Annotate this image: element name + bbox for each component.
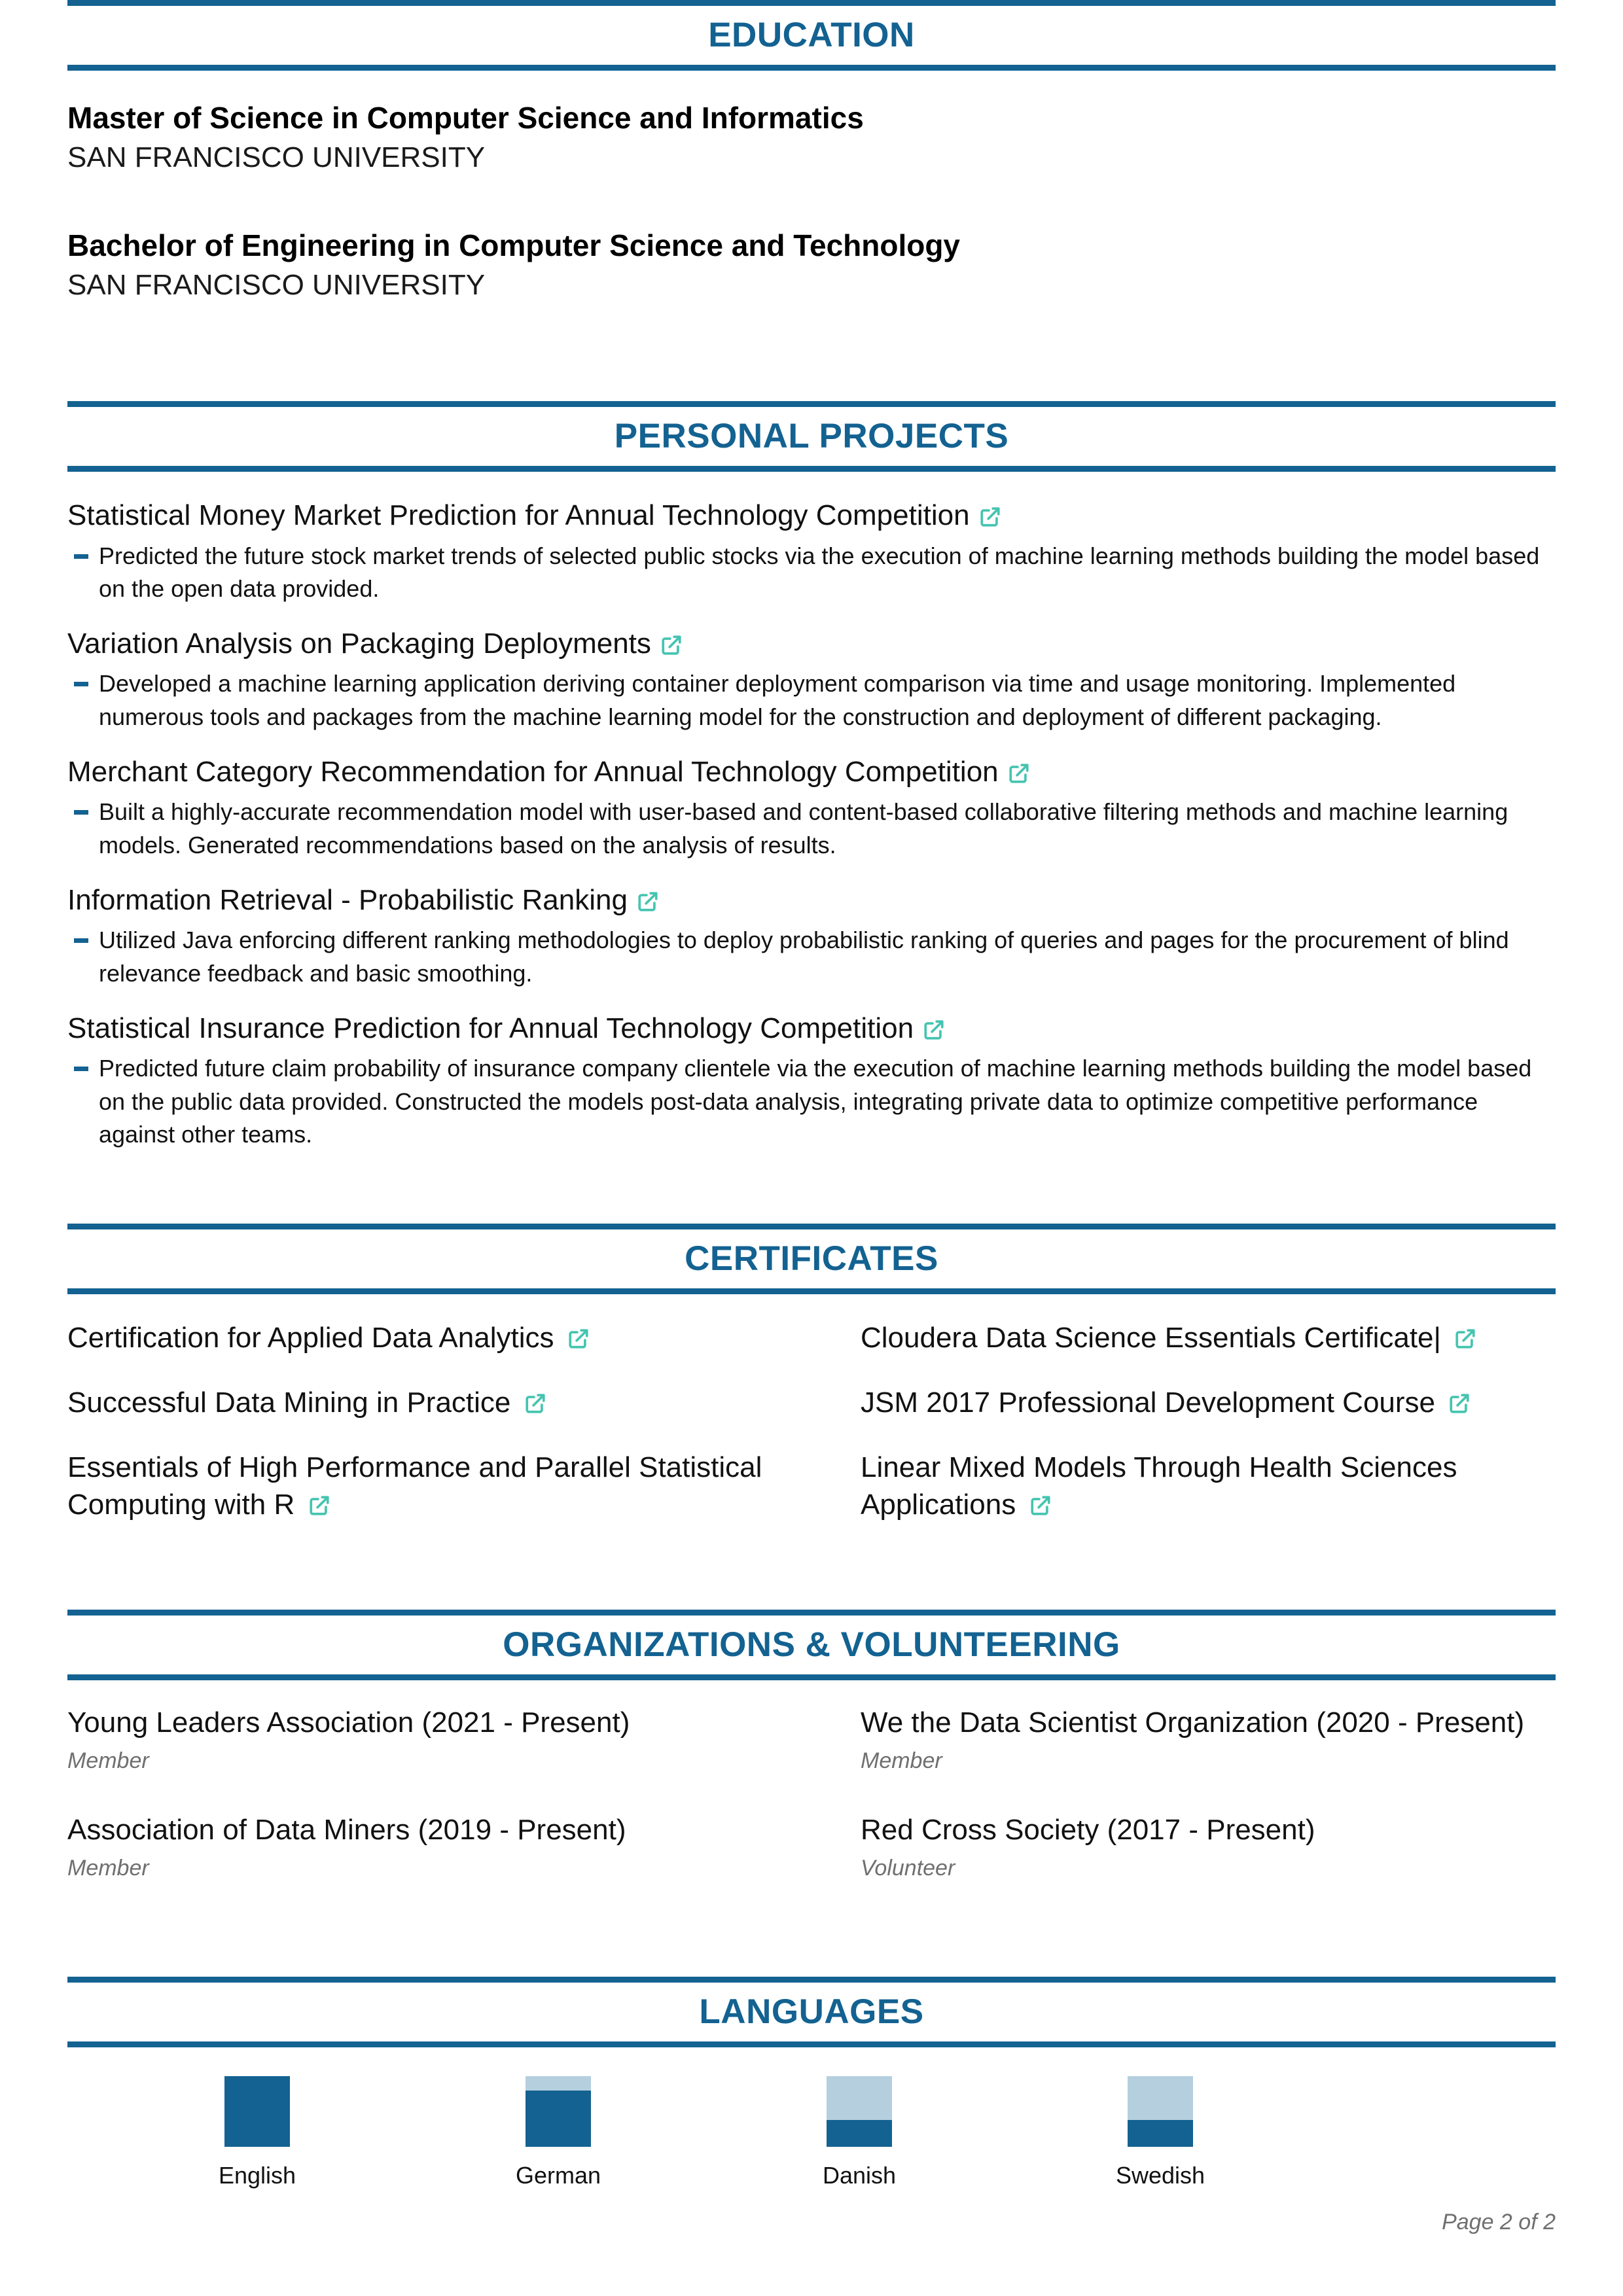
rule-bottom: [67, 2041, 1556, 2047]
certificate-item: [67, 1384, 861, 1421]
section-personal-projects: [67, 401, 1556, 1151]
rule-top: [67, 1224, 1556, 1229]
education-entry: [67, 99, 1556, 176]
rule-top: [67, 1610, 1556, 1616]
organization-role: Volunteer: [861, 1855, 955, 1881]
certificate-name: Certification for Applied Data Analytics: [67, 1321, 554, 1354]
language-item: [1010, 2076, 1311, 2189]
section-header-education: [67, 0, 1556, 71]
section-title-education: EDUCATION: [708, 16, 915, 54]
bullet-text: Predicted the future stock market trends of selected public stocks via the execution of machine learning methods building the model based on the open data provided.: [99, 542, 1540, 602]
bullet-text: Developed a machine learning application deriving container deployment comparison via time and usage monitoring. Implemented numerous tools and packages from the machine learning model for the construction and deployment of different packaging.: [99, 670, 1456, 730]
certificate-name: Essentials of High Performance and Parallel Statistical Computing with R: [67, 1451, 762, 1521]
external-link-icon[interactable]: [567, 1328, 590, 1350]
page-indicator: Page 2 of 2: [1442, 2210, 1556, 2235]
bullet-text: Predicted future claim probability of insurance company clientele via the execution of machine learning methods building the model based on the public data provided. Constructed the models post-data analysis, integrating private data to optimize competitive performance against other teams.: [99, 1055, 1532, 1148]
section-header-organizations: [67, 1610, 1556, 1680]
external-link-icon[interactable]: [1008, 762, 1030, 785]
project-bullets: [67, 540, 1556, 606]
external-link-icon[interactable]: [660, 634, 683, 656]
section-education: [67, 0, 1556, 303]
education-school: SAN FRANCISCO UNIVERSITY: [67, 268, 486, 301]
rule-top: [67, 0, 1556, 6]
language-item: [408, 2076, 709, 2189]
project-title-row: [67, 753, 1556, 790]
section-certificates: [67, 1224, 1556, 1551]
project-title-row: [67, 497, 1556, 534]
project-bullets: [67, 924, 1556, 990]
language-level-bar: [1128, 2076, 1193, 2147]
bullet-text: Built a highly-accurate recommendation model with user-based and content-based collaborative filtering methods and machine learning models. Generated recommendations based on the analysis of results.: [99, 798, 1508, 858]
language-item: [709, 2076, 1010, 2189]
external-link-icon[interactable]: [979, 506, 1001, 528]
language-level-fill: [526, 2091, 591, 2147]
education-entry: [67, 227, 1556, 304]
organization-role: Member: [861, 1748, 942, 1774]
section-header-certificates: [67, 1224, 1556, 1294]
language-level-bar: [526, 2076, 591, 2147]
bullet-item: [67, 667, 1556, 733]
certificate-name: Cloudera Data Science Essentials Certificate|: [861, 1321, 1441, 1354]
external-link-icon[interactable]: [1454, 1328, 1476, 1350]
spacer: [67, 1152, 1556, 1224]
project-title-row: [67, 1010, 1556, 1047]
organizations-grid: [67, 1704, 1556, 1918]
project-bullets: [67, 667, 1556, 733]
section-title-personal-projects: PERSONAL PROJECTS: [614, 417, 1009, 456]
project-title-row: [67, 881, 1556, 919]
project-item: [67, 497, 1556, 605]
certificates-grid: [67, 1319, 1556, 1551]
certificate-item: [861, 1319, 1556, 1356]
project-bullets: [67, 1052, 1556, 1151]
organization-name: Association of Data Miners (2019 - Present): [67, 1813, 626, 1846]
section-languages: [67, 1977, 1556, 2189]
rule-top: [67, 401, 1556, 407]
spacer: [67, 1918, 1556, 1977]
project-bullets: [67, 796, 1556, 862]
project-name: Information Retrieval - Probabilistic Ranking: [67, 884, 628, 917]
dash-bullet-icon: [74, 938, 88, 943]
organization-name: Red Cross Society (2017 - Present): [861, 1813, 1315, 1846]
project-title-row: [67, 625, 1556, 662]
language-label: German: [515, 2162, 601, 2189]
external-link-icon[interactable]: [1029, 1494, 1052, 1517]
project-name: Statistical Insurance Prediction for Annual Technology Competition: [67, 1012, 914, 1045]
project-item: [67, 625, 1556, 733]
rule-bottom: [67, 1674, 1556, 1680]
certificate-item: [861, 1384, 1556, 1421]
organization-role: Member: [67, 1855, 149, 1881]
project-item: [67, 881, 1556, 990]
dash-bullet-icon: [74, 682, 88, 686]
section-header-languages: [67, 1977, 1556, 2047]
section-header-personal-projects: [67, 401, 1556, 472]
languages-row: [67, 2076, 1556, 2189]
education-school: SAN FRANCISCO UNIVERSITY: [67, 141, 486, 174]
organization-item: [861, 1811, 1556, 1882]
bullet-item: [67, 796, 1556, 862]
project-name: Statistical Money Market Prediction for Annual Technology Competition: [67, 499, 970, 532]
external-link-icon[interactable]: [308, 1494, 330, 1517]
project-name: Variation Analysis on Packaging Deployments: [67, 627, 651, 660]
section-title-organizations: ORGANIZATIONS & VOLUNTEERING: [503, 1625, 1120, 1665]
external-link-icon[interactable]: [637, 891, 659, 913]
organization-item: [861, 1704, 1556, 1775]
language-item: [107, 2076, 408, 2189]
spacer: [67, 1551, 1556, 1610]
project-name: Merchant Category Recommendation for Annual Technology Competition: [67, 756, 999, 788]
certificate-item: [67, 1449, 861, 1523]
external-link-icon[interactable]: [524, 1392, 546, 1415]
project-item: [67, 1010, 1556, 1151]
certificate-item: [67, 1319, 861, 1356]
external-link-icon[interactable]: [1448, 1392, 1471, 1415]
language-label: Danish: [822, 2162, 897, 2189]
organization-name: We the Data Scientist Organization (2020 - Present): [861, 1706, 1525, 1739]
dash-bullet-icon: [74, 554, 88, 559]
rule-top: [67, 1977, 1556, 1983]
bullet-item: [67, 924, 1556, 990]
language-level-fill: [224, 2076, 290, 2147]
dash-bullet-icon: [74, 810, 88, 815]
language-label: English: [218, 2162, 296, 2189]
organization-name: Young Leaders Association (2021 - Present): [67, 1706, 630, 1739]
projects-list: [67, 497, 1556, 1151]
section-title-certificates: CERTIFICATES: [685, 1239, 938, 1278]
organization-role: Member: [67, 1748, 149, 1774]
language-level-bar: [827, 2076, 892, 2147]
certificate-item: [861, 1449, 1556, 1523]
certificate-name: Successful Data Mining in Practice: [67, 1386, 511, 1419]
spacer: [67, 303, 1556, 401]
language-label: Swedish: [1115, 2162, 1205, 2189]
bullet-item: [67, 1052, 1556, 1151]
section-title-languages: LANGUAGES: [699, 1992, 924, 2032]
section-organizations: [67, 1610, 1556, 1918]
bullet-item: [67, 540, 1556, 606]
education-degree: Bachelor of Engineering in Computer Science and Technology: [67, 228, 961, 262]
organization-item: [67, 1811, 861, 1882]
certificate-name: Linear Mixed Models Through Health Sciences Applications: [861, 1451, 1457, 1521]
dash-bullet-icon: [74, 1067, 88, 1071]
rule-bottom: [67, 1288, 1556, 1294]
bullet-text: Utilized Java enforcing different ranking methodologies to deploy probabilistic ranking of queries and pages for the procurement of blind relevance feedback and basic smoothing.: [99, 927, 1509, 987]
rule-bottom: [67, 65, 1556, 71]
rule-bottom: [67, 466, 1556, 472]
certificate-name: JSM 2017 Professional Development Course: [861, 1386, 1436, 1419]
organization-item: [67, 1704, 861, 1775]
education-degree: Master of Science in Computer Science and Informatics: [67, 101, 864, 135]
language-level-bar: [224, 2076, 290, 2147]
language-level-fill: [1128, 2120, 1193, 2147]
project-item: [67, 753, 1556, 862]
external-link-icon[interactable]: [923, 1019, 945, 1041]
language-level-fill: [827, 2120, 892, 2147]
